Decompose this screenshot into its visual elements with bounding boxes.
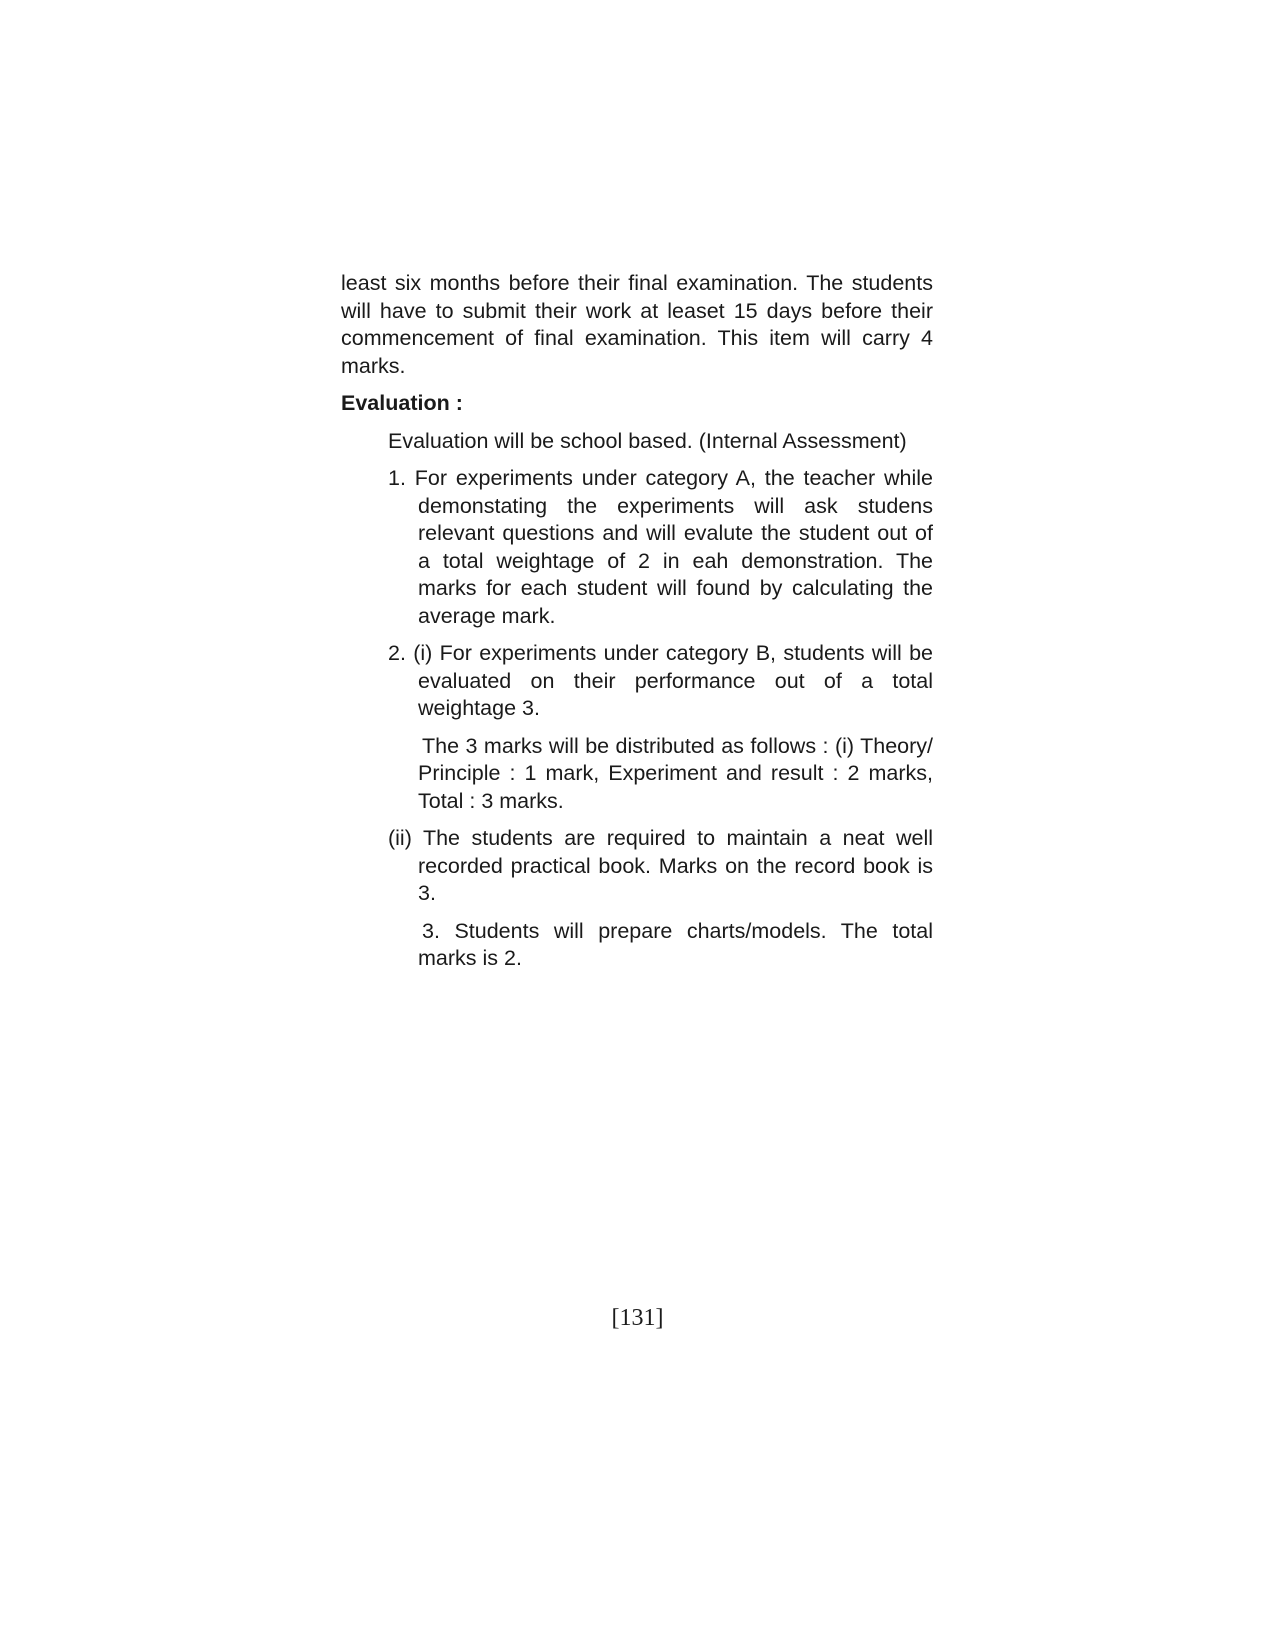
evaluation-heading: Evaluation : bbox=[341, 391, 463, 415]
item-record-book: (ii) The students are required to maintain a neat well recorded practical book. Marks on the record book is 3. bbox=[388, 826, 933, 905]
item-category-b: 2. (i) For experiments under category B, students will be evaluated on their performance out of a total weightage 3. bbox=[388, 641, 933, 720]
page-body bbox=[341, 270, 933, 973]
item-category-a: 1. For experiments under category A, the teacher while demonstating the experiments will ask studens relevant questions and will evalute the student out of a total weightage of 2 in eah demonstration. The marks for each student will found by calculating the average mark. bbox=[388, 466, 933, 628]
evaluation-intro: Evaluation will be school based. (Internal Assessment) bbox=[388, 428, 907, 453]
page-number: [131] bbox=[611, 1305, 664, 1331]
item-charts-models: 3. Students will prepare charts/models. The total marks is 2. bbox=[418, 918, 933, 970]
intro-paragraph: least six months before their final examination. The students will have to submit their work at leaset 15 days before their commencement of final examination. This item will carry 4 marks. bbox=[341, 271, 933, 378]
marks-distribution: The 3 marks will be distributed as follows : (i) Theory/ Principle : 1 mark, Experiment and result : 2 marks, Total : 3 marks. bbox=[418, 733, 933, 813]
